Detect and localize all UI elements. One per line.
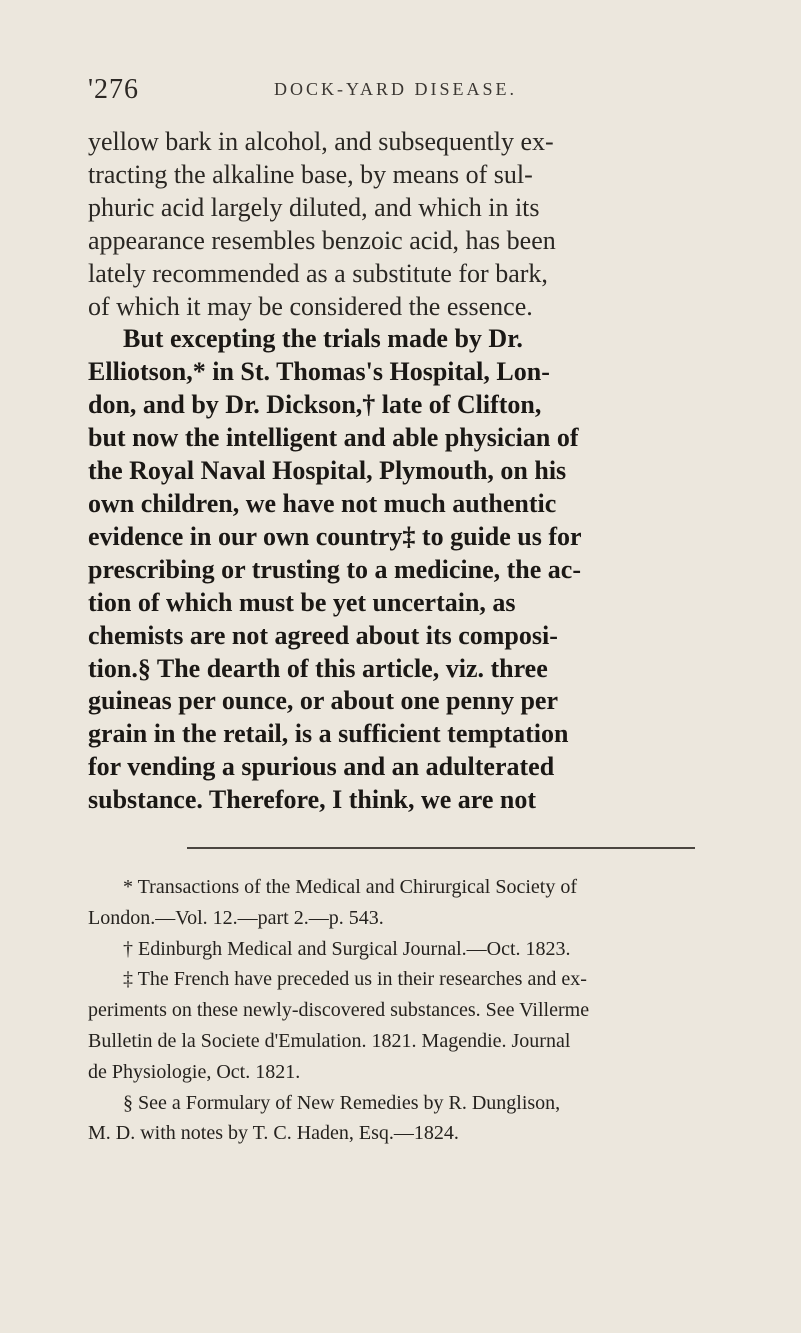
text-line: tion of which must be yet uncertain, as bbox=[88, 587, 516, 617]
text-line: yellow bark in alcohol, and subsequently ex- bbox=[88, 127, 554, 156]
text-line: guineas per ounce, or about one penny per bbox=[88, 686, 558, 716]
footnote-line: Bulletin de la Societe d'Emulation. 1821. Magendie. Journal bbox=[88, 1029, 571, 1052]
text-line: But excepting the trials made by Dr. bbox=[123, 324, 523, 354]
footnote-line: † Edinburgh Medical and Surgical Journal.—Oct. 1823. bbox=[123, 937, 571, 960]
footnotes bbox=[88, 872, 748, 1149]
text-line: substance. Therefore, I think, we are not bbox=[88, 785, 537, 815]
text-line: chemists are not agreed about its composi- bbox=[88, 620, 558, 650]
footnote-line: de Physiologie, Oct. 1821. bbox=[88, 1060, 301, 1083]
page-header bbox=[88, 74, 728, 108]
text-line: tion.§ The dearth of this article, viz. three bbox=[88, 653, 548, 683]
text-line: but now the intelligent and able physician of bbox=[88, 423, 579, 453]
text-line: lately recommended as a substitute for bark, bbox=[88, 258, 548, 288]
text-line: for vending a spurious and an adulterated bbox=[88, 752, 555, 782]
page-number: '276 bbox=[88, 74, 140, 105]
footnote-rule bbox=[187, 847, 695, 849]
footnote-line: ‡ The French have preceded us in their researches and ex- bbox=[123, 968, 587, 991]
footnote-line: M. D. with notes by T. C. Haden, Esq.—1824. bbox=[88, 1122, 459, 1145]
footnote-line: periments on these newly-discovered substances. See Villerme bbox=[88, 999, 590, 1022]
text-line: appearance resembles benzoic acid, has been bbox=[88, 225, 556, 255]
text-line: phuric acid largely diluted, and which in its bbox=[88, 192, 540, 222]
main-text bbox=[88, 126, 748, 817]
footnote-line: London.—Vol. 12.—part 2.—p. 543. bbox=[88, 906, 384, 929]
text-line: tracting the alkaline base, by means of sul- bbox=[88, 159, 533, 189]
text-line: evidence in our own country‡ to guide us for bbox=[88, 521, 582, 551]
text-line: prescribing or trusting to a medicine, the ac- bbox=[88, 554, 581, 584]
text-line: grain in the retail, is a sufficient temptation bbox=[88, 719, 569, 749]
text-line: own children, we have not much authentic bbox=[88, 488, 557, 518]
running-head: DOCK-YARD DISEASE. bbox=[274, 79, 518, 99]
footnote-line: § See a Formulary of New Remedies by R. Dunglison, bbox=[123, 1091, 561, 1114]
footnote-line: * Transactions of the Medical and Chirurgical Society of bbox=[123, 876, 577, 898]
text-line: the Royal Naval Hospital, Plymouth, on his bbox=[88, 456, 567, 486]
text-line: of which it may be considered the essence. bbox=[88, 291, 533, 321]
text-line: Elliotson,* in St. Thomas's Hospital, Lon- bbox=[88, 357, 550, 387]
text-line: don, and by Dr. Dickson,† late of Clifton, bbox=[88, 390, 542, 420]
